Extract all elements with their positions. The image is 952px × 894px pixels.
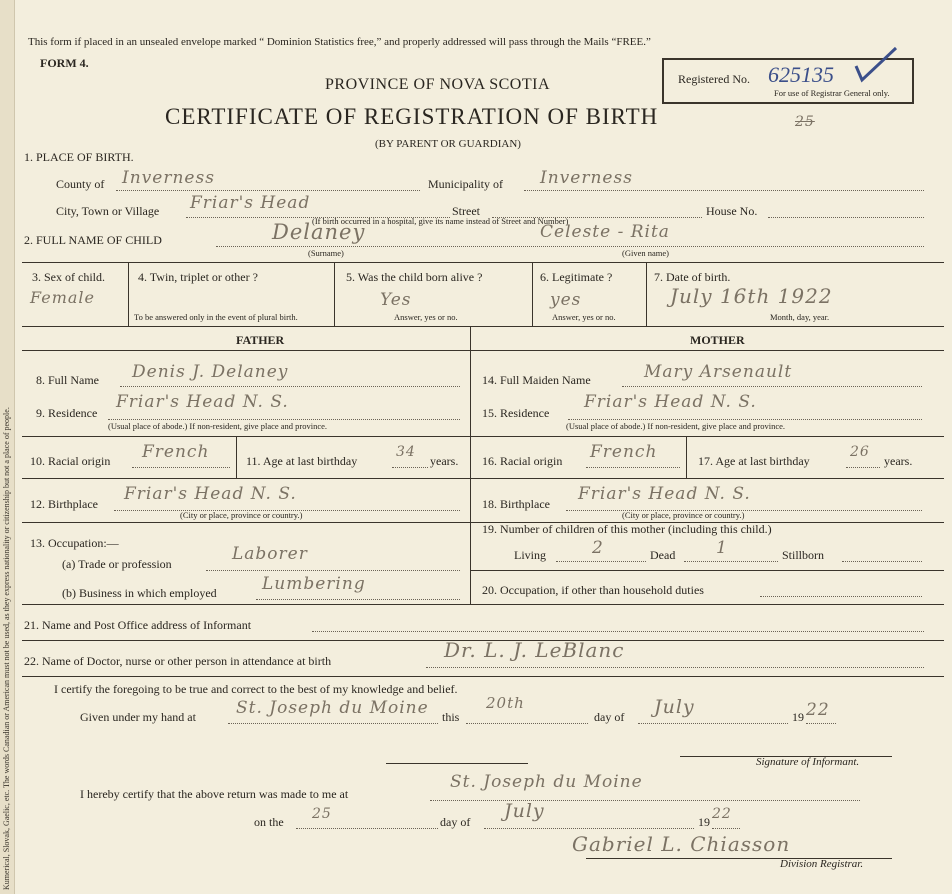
sex-value: Female [30, 288, 95, 307]
mother-age-value: 26 [850, 444, 870, 460]
registrar-note: For use of Registrar General only. [774, 88, 890, 98]
given-name-caption: (Given name) [622, 248, 669, 258]
city-value: Friar's Head [190, 193, 311, 213]
legitimate-value: yes [550, 290, 582, 310]
registrar-on-the-label: on the [254, 815, 284, 829]
corner-mark: 25 [795, 114, 815, 130]
father-residence-label: 9. Residence [36, 406, 98, 420]
father-age-value: 34 [396, 444, 416, 460]
given-label: Given under my hand at [80, 710, 196, 724]
living-label: Living [514, 548, 546, 562]
doctor-label: 22. Name of Doctor, nurse or other person in attendance at birth [24, 654, 332, 668]
mother-residence-note: (Usual place of abode.) If non-resident, give place and province. [566, 421, 786, 431]
registrar-day-value: 25 [312, 806, 332, 822]
birth-date-value: July 16th 1922 [670, 284, 833, 308]
page-subtitle: (BY PARENT OR GUARDIAN) [375, 138, 521, 150]
county-value: Inverness [122, 168, 215, 188]
mother-birthplace-note: (City or place, province or country.) [622, 510, 745, 520]
father-racial-label: 10. Racial origin [30, 454, 111, 468]
father-header: FATHER [236, 333, 285, 347]
mother-age-unit: years. [884, 454, 913, 468]
father-name-label: 8. Full Name [36, 373, 99, 387]
mother-occupation-label: 20. Occupation, if other than household duties [482, 583, 704, 597]
mother-residence-value: Friar's Head N. S. [584, 392, 757, 412]
certify-statement: I certify the foregoing to be true and correct to the best of my knowledge and belief. [54, 682, 458, 696]
birth-date-label: 7. Date of birth. [654, 270, 731, 284]
registrar-month-value: July [504, 800, 545, 822]
informant-label: 21. Name and Post Office address of Informant [24, 618, 252, 632]
legitimate-label: 6. Legitimate ? [540, 270, 613, 284]
registrar-place-value: St. Joseph du Moine [450, 772, 643, 792]
father-age-unit: years. [430, 454, 459, 468]
mother-header: MOTHER [690, 333, 745, 347]
business-value: Lumbering [262, 574, 366, 594]
father-age-label: 11. Age at last birthday [246, 454, 358, 468]
registration-box [662, 58, 914, 104]
sex-label: 3. Sex of child. [32, 270, 105, 284]
city-label: City, Town or Village [56, 204, 160, 218]
registrar-day-of-label: day of [440, 815, 471, 829]
informant-signature-caption: Signature of Informant. [756, 756, 860, 768]
form-number: FORM 4. [40, 56, 89, 70]
given-day-of-label: day of [594, 710, 625, 724]
trade-label: (a) Trade or profession [62, 557, 172, 571]
father-birthplace-value: Friar's Head N. S. [124, 484, 297, 504]
mother-birthplace-label: 18. Birthplace [482, 497, 550, 511]
check-mark-icon [852, 46, 902, 86]
county-label: County of [56, 177, 105, 191]
given-this-label: this [442, 710, 460, 724]
place-section-label: 1. PLACE OF BIRTH. [24, 150, 134, 164]
municipality-label: Municipality of [428, 177, 503, 191]
side-margin-text: Kumerical, Slovak, Gaelic, etc. The words Canadian or American must not be used, as they express nationality or citizenship but not a place of people. [2, 407, 11, 890]
given-year-value: 22 [806, 700, 830, 720]
registrar-year-value: 22 [712, 806, 732, 822]
child-given-name: Celeste - Rita [540, 222, 670, 242]
given-month-value: July [654, 696, 695, 718]
street-label: Street [452, 204, 480, 218]
mother-birthplace-value: Friar's Head N. S. [578, 484, 751, 504]
mailing-notice: This form if placed in an unsealed envelope marked “ Dominion Statistics free,” and properly addressed will pass through the Mails “FREE.” [28, 36, 651, 48]
dead-label: Dead [650, 548, 676, 562]
mother-maiden-label: 14. Full Maiden Name [482, 373, 591, 387]
mother-residence-label: 15. Residence [482, 406, 550, 420]
father-residence-value: Friar's Head N. S. [116, 392, 289, 412]
business-label: (b) Business in which employed [62, 586, 217, 600]
registered-number: 625135 [768, 62, 834, 87]
registrar-signature: Gabriel L. Chiasson [572, 832, 791, 856]
twin-label: 4. Twin, triplet or other ? [138, 270, 258, 284]
stillborn-label: Stillborn [782, 548, 825, 562]
mother-racial-value: French [590, 442, 658, 462]
father-birthplace-note: (City or place, province or country.) [180, 510, 303, 520]
mother-age-label: 17. Age at last birthday [698, 454, 810, 468]
living-value: 2 [592, 538, 604, 558]
given-place-value: St. Joseph du Moine [236, 698, 429, 718]
surname-caption: (Surname) [308, 248, 344, 258]
children-count-label: 19. Number of children of this mother (including this child.) [482, 522, 772, 536]
mother-maiden-value: Mary Arsenault [644, 362, 793, 382]
doctor-value: Dr. L. J. LeBlanc [444, 638, 625, 662]
hospital-note: (If birth occurred in a hospital, give its name instead of Street and Number) [312, 216, 569, 226]
father-name-value: Denis J. Delaney [132, 362, 289, 382]
mother-racial-label: 16. Racial origin [482, 454, 563, 468]
house-number-label: House No. [706, 204, 758, 218]
registered-label: Registered No. [678, 72, 750, 86]
registrar-statement: I hereby certify that the above return was made to me at [80, 787, 349, 801]
alive-value: Yes [380, 290, 412, 310]
given-year-prefix: 19 [792, 710, 804, 724]
alive-label: 5. Was the child born alive ? [346, 270, 483, 284]
trade-value: Laborer [232, 544, 308, 564]
twin-note: To be answered only in the event of plural birth. [134, 312, 298, 322]
province-heading: PROVINCE OF NOVA SCOTIA [325, 76, 551, 93]
occupation-label: 13. Occupation:— [30, 536, 119, 550]
side-margin-strip [0, 0, 15, 894]
child-surname: Delaney [272, 220, 366, 244]
legitimate-note: Answer, yes or no. [552, 312, 616, 322]
father-residence-note: (Usual place of abode.) If non-resident, give place and province. [108, 421, 328, 431]
father-birthplace-label: 12. Birthplace [30, 497, 98, 511]
child-name-label: 2. FULL NAME OF CHILD [24, 233, 162, 247]
municipality-value: Inverness [540, 168, 633, 188]
father-racial-value: French [142, 442, 210, 462]
given-day-value: 20th [486, 694, 525, 712]
registrar-caption: Division Registrar. [780, 858, 864, 870]
registrar-year-prefix: 19 [698, 815, 710, 829]
dead-value: 1 [716, 538, 728, 558]
alive-note: Answer, yes or no. [394, 312, 458, 322]
birth-date-note: Month, day, year. [770, 312, 830, 322]
page-title: CERTIFICATE OF REGISTRATION OF BIRTH [165, 104, 659, 129]
